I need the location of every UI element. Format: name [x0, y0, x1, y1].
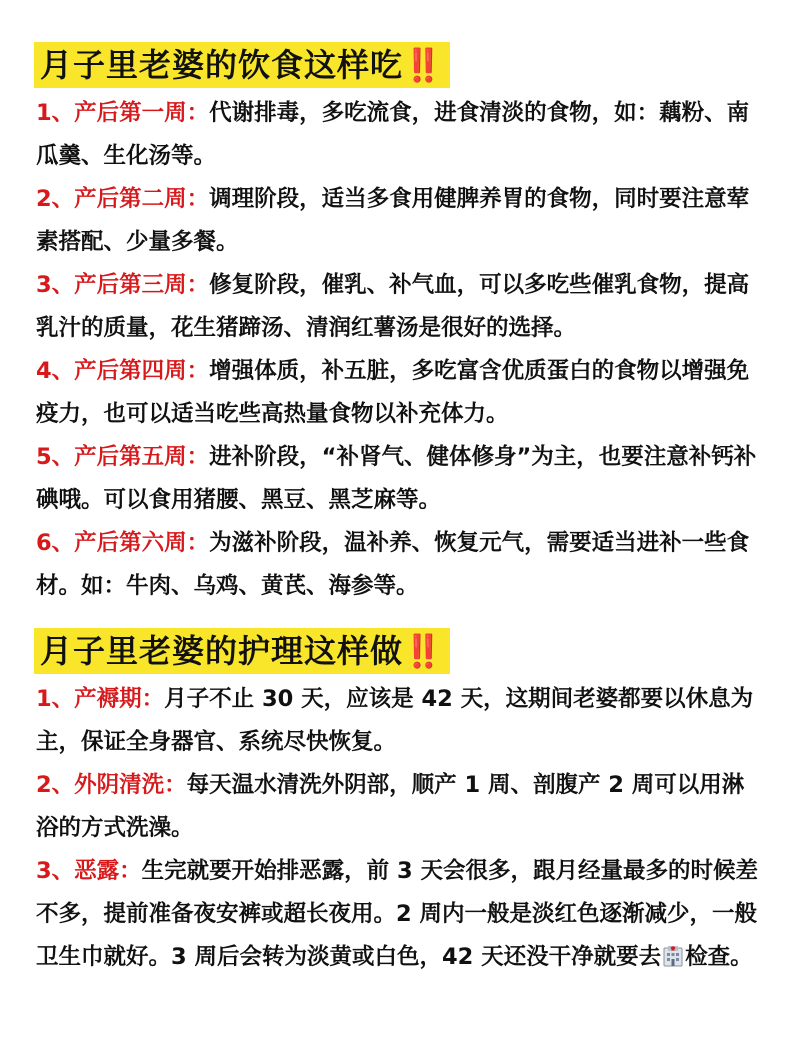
diet-heading: 月子里老婆的饮食这样吃‼️ [34, 42, 450, 88]
diet-item-5 [36, 436, 762, 522]
item-label: 1、产后第一周： [36, 100, 210, 126]
item-label: 6、产后第六周： [36, 530, 210, 556]
item-text: 代谢排毒，多吃流食，进食清淡的食物，如：藕粉、南瓜羹、生化汤等。 [36, 100, 750, 169]
item-text: 每天温水清洗外阴部，顺产 1 周、剖腹产 2 周可以用淋浴的方式洗澡。 [36, 772, 745, 841]
diet-item-2 [36, 178, 762, 264]
item-text: 月子不止 30 天，应该是 42 天，这期间老婆都要以休息为主，保证全身器官、系统尽快恢复。 [36, 686, 754, 755]
item-text: 修复阶段，催乳、补气血，可以多吃些催乳食物，提高乳汁的质量，花生猪蹄汤、清润红薯汤是很好的选择。 [36, 272, 750, 341]
item-text: 为滋补阶段，温补养、恢复元气，需要适当进补一些食材。如：牛肉、乌鸡、黄芪、海参等。 [36, 530, 750, 599]
item-text: 调理阶段，适当多食用健脾养胃的食物，同时要注意荤素搭配、少量多餐。 [36, 186, 750, 255]
item-text-tail: 检查。 [685, 944, 753, 970]
hospital-icon [662, 939, 684, 961]
diet-item-1 [36, 92, 762, 178]
diet-item-3 [36, 264, 762, 350]
item-label: 2、产后第二周： [36, 186, 210, 212]
item-text: 生完就要开始排恶露，前 3 天会很多，跟月经量最多的时候差不多，提前准备夜安裤或超长夜用。2 周内一般是淡红色逐渐减少，一般卫生巾就好。3 周后会转为淡黄或白色，42 天还没干净就要去 [36, 858, 758, 970]
item-label: 4、产后第四周： [36, 358, 210, 384]
item-label: 2、外阴清洗： [36, 772, 187, 798]
item-text: 进补阶段，“补肾气、健体修身”为主，也要注意补钙补碘哦。可以食用猪腰、黑豆、黑芝麻等。 [36, 444, 757, 513]
item-label: 3、产后第三周： [36, 272, 210, 298]
care-section [36, 628, 762, 979]
item-text: 增强体质，补五脏，多吃富含优质蛋白的食物以增强免疫力，也可以适当吃些高热量食物以补充体力。 [36, 358, 750, 427]
diet-item-6 [36, 522, 762, 608]
item-label: 3、恶露： [36, 858, 142, 884]
diet-section [36, 42, 762, 608]
care-heading: 月子里老婆的护理这样做‼️ [34, 628, 450, 674]
care-item-2 [36, 764, 762, 850]
care-item-1 [36, 678, 762, 764]
item-label: 1、产褥期： [36, 686, 165, 712]
diet-item-4 [36, 350, 762, 436]
item-label: 5、产后第五周： [36, 444, 210, 470]
care-item-3 [36, 850, 762, 979]
